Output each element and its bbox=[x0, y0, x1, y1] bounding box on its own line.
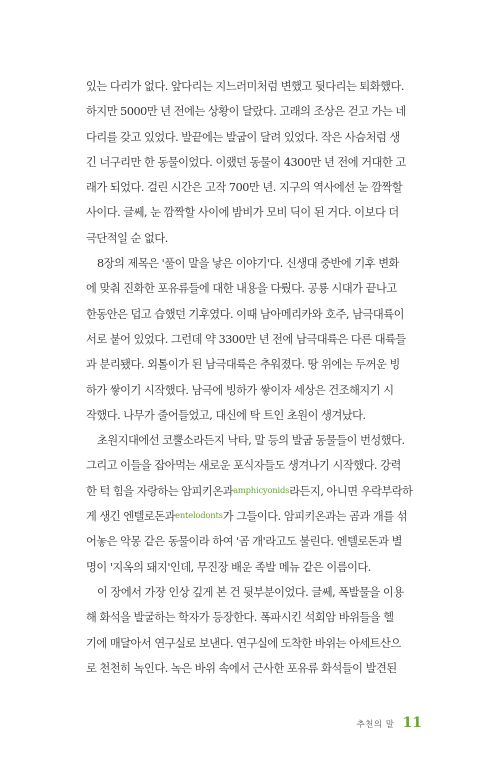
text-line: 어놓은 악몽 같은 동물이라 하여 '곰 개'라고도 불린다. 엔텔로돈과 별 bbox=[86, 535, 402, 549]
page-footer bbox=[356, 715, 422, 731]
text-line: 에 맞춰 진화한 포유류들에 대한 내용을 다뤘다. 공룡 시대가 끝나고 bbox=[86, 282, 397, 296]
text-line bbox=[86, 504, 421, 529]
text-line: 래가 되었다. 걸린 시간은 고작 700만 년. 지구의 역사에선 눈 깜짝할 bbox=[86, 181, 403, 195]
text-line: 긴 너구리만 한 동물이었다. 이랬던 동물이 4300만 년 전에 거대한 고 bbox=[86, 155, 406, 169]
text-line: 로 천천히 녹인다. 녹은 바위 속에서 근사한 포유류 화석들이 발견된 bbox=[86, 661, 397, 675]
text-line: 기에 매달아서 연구실로 보낸다. 연구실에 도착한 바위는 아세트산으 bbox=[86, 636, 401, 650]
text-line: 서로 붙어 있었다. 그런데 약 3300만 년 전에 남극대륙은 다른 대륙들 bbox=[86, 332, 406, 346]
text-line: 명이 '지옥의 돼지'인데, 무진장 배운 족발 메뉴 같은 이름이다. bbox=[86, 560, 371, 574]
text-segment: 게 생긴 엔텔로돈과 bbox=[86, 510, 176, 524]
text-segment: 가 그들이다. 암피키온과는 곰과 개를 섞 bbox=[222, 510, 408, 524]
text-line: 해 화석을 발굴하는 학자가 등장한다. 폭파시킨 석회암 바위들을 헬 bbox=[86, 611, 394, 625]
body-text bbox=[86, 74, 421, 681]
text-line bbox=[86, 479, 421, 504]
text-line: 하가 쌓이기 시작했다. 남극에 빙하가 쌓이자 세상은 건조해지기 시 bbox=[86, 383, 394, 397]
text-line: 8장의 제목은 '풀이 말을 낳은 이야기'다. 신생대 중반에 기후 변화 bbox=[97, 257, 399, 271]
running-footer-title: 추천의 말 bbox=[356, 720, 395, 730]
text-segment: 한 턱 힘을 자랑하는 암피키온과 bbox=[86, 484, 234, 498]
text-line: 작했다. 나무가 줄어들었고, 대신에 탁 트인 초원이 생겨났다. bbox=[86, 408, 366, 422]
text-line: 과 분리됐다. 외톨이가 된 남극대륙은 추워졌다. 땅 위에는 두꺼운 빙 bbox=[86, 358, 400, 372]
text-line: 초원지대에선 코뿔소라든지 낙타, 말 등의 발굽 동물들이 번성했다. bbox=[97, 434, 405, 448]
english-gloss: amphicyonids bbox=[233, 484, 290, 495]
text-line: 그리고 이들을 잡아먹는 새로운 포식자들도 생겨나기 시작했다. 강력 bbox=[86, 459, 401, 473]
text-line: 있는 다리가 없다. 앞다리는 지느러미처럼 변했고 뒷다리는 퇴화했다. bbox=[86, 80, 404, 93]
text-segment: 라든지, 아니면 우락부락하 bbox=[289, 484, 413, 498]
text-line: 하지만 5000만 년 전에는 상황이 달랐다. 고래의 조상은 걷고 가는 네 bbox=[86, 105, 406, 119]
text-line: 사이다. 글쎄, 눈 깜짝할 사이에 밤비가 모비 딕이 된 거다. 이보다 더 bbox=[86, 206, 399, 220]
text-line: 다리를 갖고 있었다. 발끝에는 발굽이 달려 있었다. 작은 사슴처럼 생 bbox=[86, 130, 400, 144]
english-gloss: entelodonts bbox=[175, 510, 223, 521]
text-line: 이 장에서 가장 인상 깊게 본 건 뒷부분이었다. 글쎄, 폭발물을 이용 bbox=[97, 585, 404, 599]
text-line: 한동안은 덥고 습했던 기후였다. 이때 남아메리카와 호주, 남극대륙이 bbox=[86, 307, 404, 321]
page-number: 11 bbox=[402, 715, 422, 731]
text-line: 극단적일 순 없다. bbox=[86, 231, 168, 245]
